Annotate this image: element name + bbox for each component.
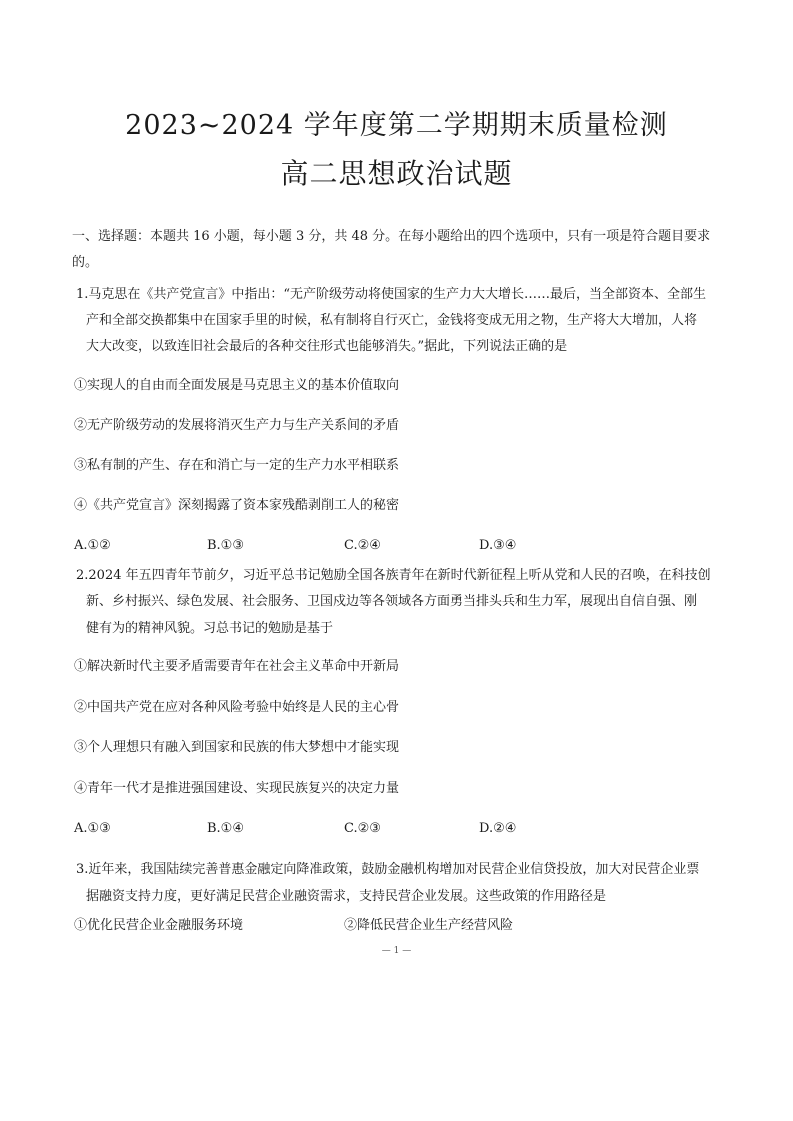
- question-1-option-c: C.②④: [344, 538, 381, 553]
- question-2-option-d: D.②④: [479, 821, 517, 836]
- question-3-statement-1: ①优化民营企业金融服务环境: [74, 918, 244, 933]
- question-1-stem-line3: 大大改变，以致连旧社会最后的各种交往形式也能够消失。”据此，下列说法正确的是: [86, 339, 568, 354]
- question-1-options: [74, 537, 714, 555]
- question-1-option-d: D.③④: [479, 538, 517, 553]
- question-1-stem-line2: 产和全部交换都集中在国家手里的时候，私有制将自行灭亡，金钱将变成无用之物，生产将大大增加，人将: [86, 313, 698, 328]
- question-2-stem-line2: 新、乡村振兴、绿色发展、社会服务、卫国戍边等各领域各方面勇当排头兵和生力军，展现出自信自强、刚: [86, 594, 698, 609]
- section-instructions-cont: 的。: [72, 255, 99, 270]
- question-2-statement-1: ①解决新时代主要矛盾需要青年在社会主义革命中开新局: [74, 659, 400, 674]
- section-instructions: 一、选择题：本题共 16 小题，每小题 3 分，共 48 分。在每小题给出的四个选项中，只有一项是符合题目要求: [72, 229, 711, 244]
- question-2-statement-3: ③个人理想只有融入到国家和民族的伟大梦想中才能实现: [74, 740, 400, 755]
- question-1-option-a: A.①②: [74, 538, 111, 553]
- question-2-option-a: A.①③: [74, 821, 111, 836]
- exam-subtitle: 高二思想政治试题: [280, 157, 513, 190]
- question-1-statement-2: ②无产阶级劳动的发展将消灭生产力与生产关系间的矛盾: [74, 418, 400, 433]
- question-2-statement-4: ④青年一代才是推进强国建设、实现民族复兴的决定力量: [74, 781, 400, 796]
- question-3-stem: 3.近年来，我国陆续完善普惠金融定向降准政策，鼓励金融机构增加对民营企业信贷投放，加大对民营企业票: [76, 862, 700, 877]
- question-2-stem-line3: 健有为的精神风貌。习总书记的勉励是基于: [86, 621, 334, 636]
- question-3-stem-line2: 据融资支持力度，更好满足民营企业融资需求，支持民营企业发展。这些政策的作用路径是: [86, 889, 607, 904]
- question-1-statement-4: ④《共产党宣言》深刻揭露了资本家残酷剥削工人的秘密: [74, 498, 400, 513]
- question-2-options: [74, 820, 714, 838]
- question-2-stem: 2.2024 年五四青年节前夕，习近平总书记勉励全国各族青年在新时代新征程上听从党和人民的召唤，在科技创: [76, 568, 711, 583]
- question-2-statement-2: ②中国共产党在应对各种风险考验中始终是人民的主心骨: [74, 700, 400, 715]
- question-3-statement-2: ②降低民营企业生产经营风险: [344, 918, 514, 933]
- page-number: — 1 —: [381, 946, 412, 956]
- question-1-statement-3: ③私有制的产生、存在和消亡与一定的生产力水平相联系: [74, 458, 400, 473]
- question-1-stem: 1.马克思在《共产党宣言》中指出：“无产阶级劳动将使国家的生产力大大增长……最后，当全部资本、全部生: [76, 287, 707, 302]
- question-2-option-b: B.①④: [207, 821, 244, 836]
- question-2-option-c: C.②③: [344, 821, 381, 836]
- question-1-statement-1: ①实现人的自由而全面发展是马克思主义的基本价值取向: [74, 378, 400, 393]
- question-1-option-b: B.①③: [207, 538, 244, 553]
- exam-title: 2023~2024 学年度第二学期期末质量检测: [125, 110, 668, 141]
